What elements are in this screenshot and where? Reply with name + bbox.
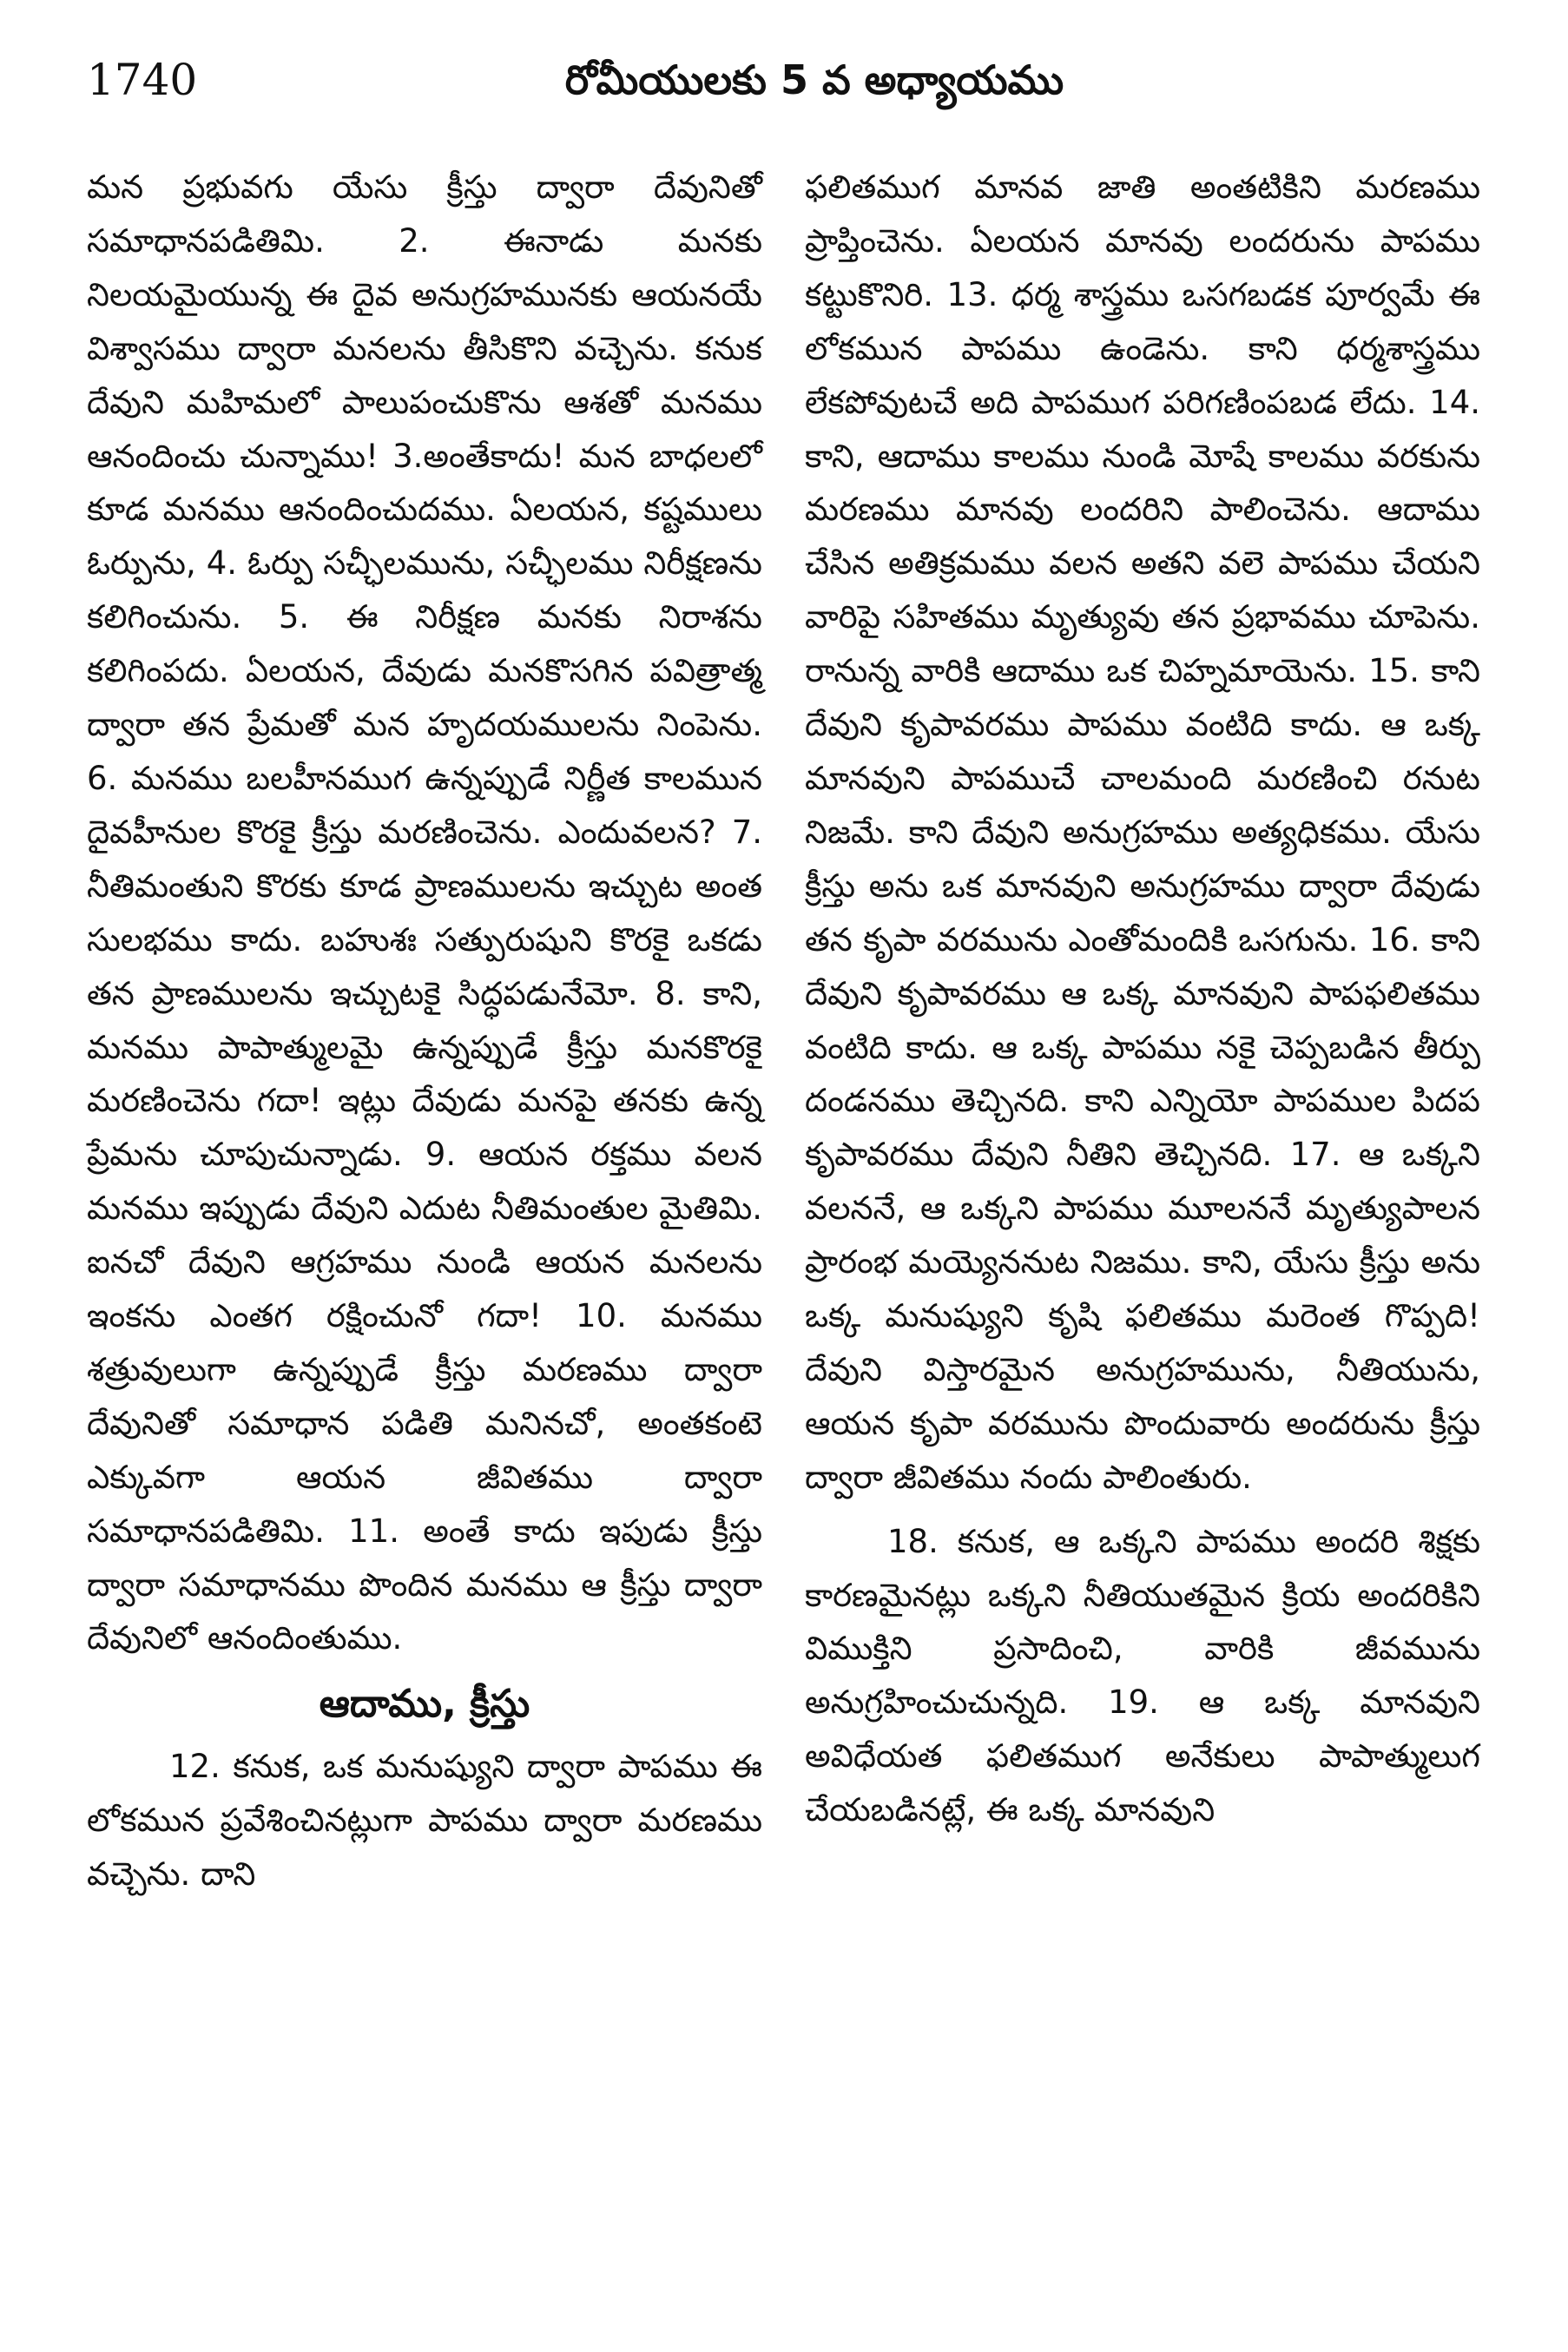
page-header [87, 45, 1472, 115]
page-number: 1740 [87, 55, 198, 105]
section-heading: ఆదాము, క్రీస్తు [319, 1682, 530, 1727]
left-paragraph-1: మన ప్రభువగు యేసు క్రీస్తు ద్వారా దేవునితో సమాధానపడితిమి. 2. ఈనాడు మనకు నిలయమైయున్న ఈ దైవ అనుగ్రహమునకు ఆయనయే విశ్వాసము ద్వారా మనలను తీసికొని వచ్చెను. కనుక దేవుని మహిమలో పాలుపంచుకొను ఆశతో మనము ఆనందించు చున్నాము! 3.అంతేకాదు! మన బాధలలో కూడ మనము ఆనందించుదము. ఏలయన, కష్టములు ఓర్పును, 4. ఓర్పు సచ్ఛీలమును, సచ్ఛీలము నిరీక్షణను కలిగించును. 5. ఈ నిరీక్షణ మనకు నిరాశను కలిగింపదు. ఏలయన, దేవుడు మనకొసగిన పవిత్రాత్మ ద్వారా తన ప్రేమతో మన హృదయములను నింపెను. 6. మనము బలహీనముగ ఉన్నప్పుడే నిర్ణీత కాలమున దైవహీనుల కొరకై క్రీస్తు మరణించెను. ఎందువలన? 7. నీతిమంతుని కొరకు కూడ ప్రాణములను ఇచ్చుట అంత సులభము కాదు. బహుశః సత్పురుషుని కొరకై ఒకడు తన ప్రాణములను ఇచ్చుటకై సిద్ధపడునేమో. 8. కాని, మనము పాపాత్ములమై ఉన్నప్పుడే క్రీస్తు మనకొరకై మరణించెను గదా! ఇట్లు దేవుడు మనపై తనకు ఉన్న ప్రేమను చూపుచున్నాడు. 9. ఆయన రక్తము వలన మనము ఇప్పుడు దేవుని ఎదుట నీతిమంతుల మైతిమి. ఐనచో దేవుని ఆగ్రహము నుండి ఆయన మనలను ఇంకను ఎంతగ రక్షించునో గదా! 10. మనము శత్రువులుగా ఉన్నప్పుడే క్రీస్తు మరణము ద్వారా దేవునితో సమాధాన పడితి మనినచో, అంతకంటె ఎక్కువగా ఆయన జీవితము ద్వారా సమాధానపడితిమి. 11. అంతే కాదు ఇపుడు క్రీస్తు ద్వారా సమాధానము పొందిన మనము ఆ క్రీస్తు ద్వారా దేవునిలో ఆనందింతుము. [87, 168, 762, 1657]
right-paragraph-1: ఫలితముగ మానవ జాతి అంతటికిని మరణము ప్రాప్తించెను. ఏలయన మానవు లందరును పాపము కట్టుకొనిరి. 13. ధర్మ శాస్త్రము ఒసగబడక పూర్వమే ఈ లోకమున పాపము ఉండెను. కాని ధర్మశాస్త్రము లేకపోవుటచే అది పాపముగ పరిగణింపబడ లేదు. 14. కాని, ఆదాము కాలము నుండి మోషే కాలము వరకును మరణము మానవు లందరిని పాలించెను. ఆదాము చేసిన అతిక్రమము వలన అతని వలె పాపము చేయని వారిపై సహితము మృత్యువు తన ప్రభావము చూపెను. రానున్న వారికి ఆదాము ఒక చిహ్నమాయెను. 15. కాని దేవుని కృపావరము పాపము వంటిది కాదు. ఆ ఒక్క మానవుని పాపముచే చాలమంది మరణించి రనుట నిజమే. కాని దేవుని అనుగ్రహము అత్యధికము. యేసు క్రీస్తు అను ఒక మానవుని అనుగ్రహము ద్వారా దేవుడు తన కృపా వరమును ఎంతోమందికి ఒసగును. 16. కాని దేవుని కృపావరము ఆ ఒక్క మానవుని పాపఫలితము వంటిది కాదు. ఆ ఒక్క పాపము నకై చెప్పబడిన తీర్పు దండనము తెచ్చినది. కాని ఎన్నియో పాపముల పిదప కృపావరము దేవుని నీతిని తెచ్చినది. 17. ఆ ఒక్కని వలననే, ఆ ఒక్కని పాపము మూలననే మృత్యుపాలన ప్రారంభ మయ్యెననుట నిజము. కాని, యేసు క్రీస్తు అను ఒక్క మనుష్యుని కృషి ఫలితము మరెంత గొప్పది! దేవుని విస్తారమైన అనుగ్రహమును, నీతియును, ఆయన కృపా వరమును పొందువారు అందరును క్రీస్తు ద్వారా జీవితము నందు పాలింతురు. [805, 168, 1480, 1496]
left-paragraph-2: 12. కనుక, ఒక మనుష్యుని ద్వారా పాపము ఈ లోకమున ప్రవేశించినట్లుగా పాపము ద్వారా మరణము వచ్చెను. దాని [87, 1748, 762, 1894]
running-head: రోమీయులకు 5 వ అధ్యాయము [564, 56, 1064, 103]
right-column [805, 161, 1480, 1837]
left-column [87, 161, 762, 1901]
right-paragraph-2: 18. కనుక, ఆ ఒక్కని పాపము అందరి శిక్షకు కారణమైనట్లు ఒక్కని నీతియుతమైన క్రియ అందరికిని విముక్తిని ప్రసాదించి, వారికి జీవమును అనుగ్రహించుచున్నది. 19. ఆ ఒక్క మానవుని అవిధేయత ఫలితముగ అనేకులు పాపాత్ములుగ చేయబడినట్లే, ఈ ఒక్క మానవుని [805, 1522, 1480, 1829]
